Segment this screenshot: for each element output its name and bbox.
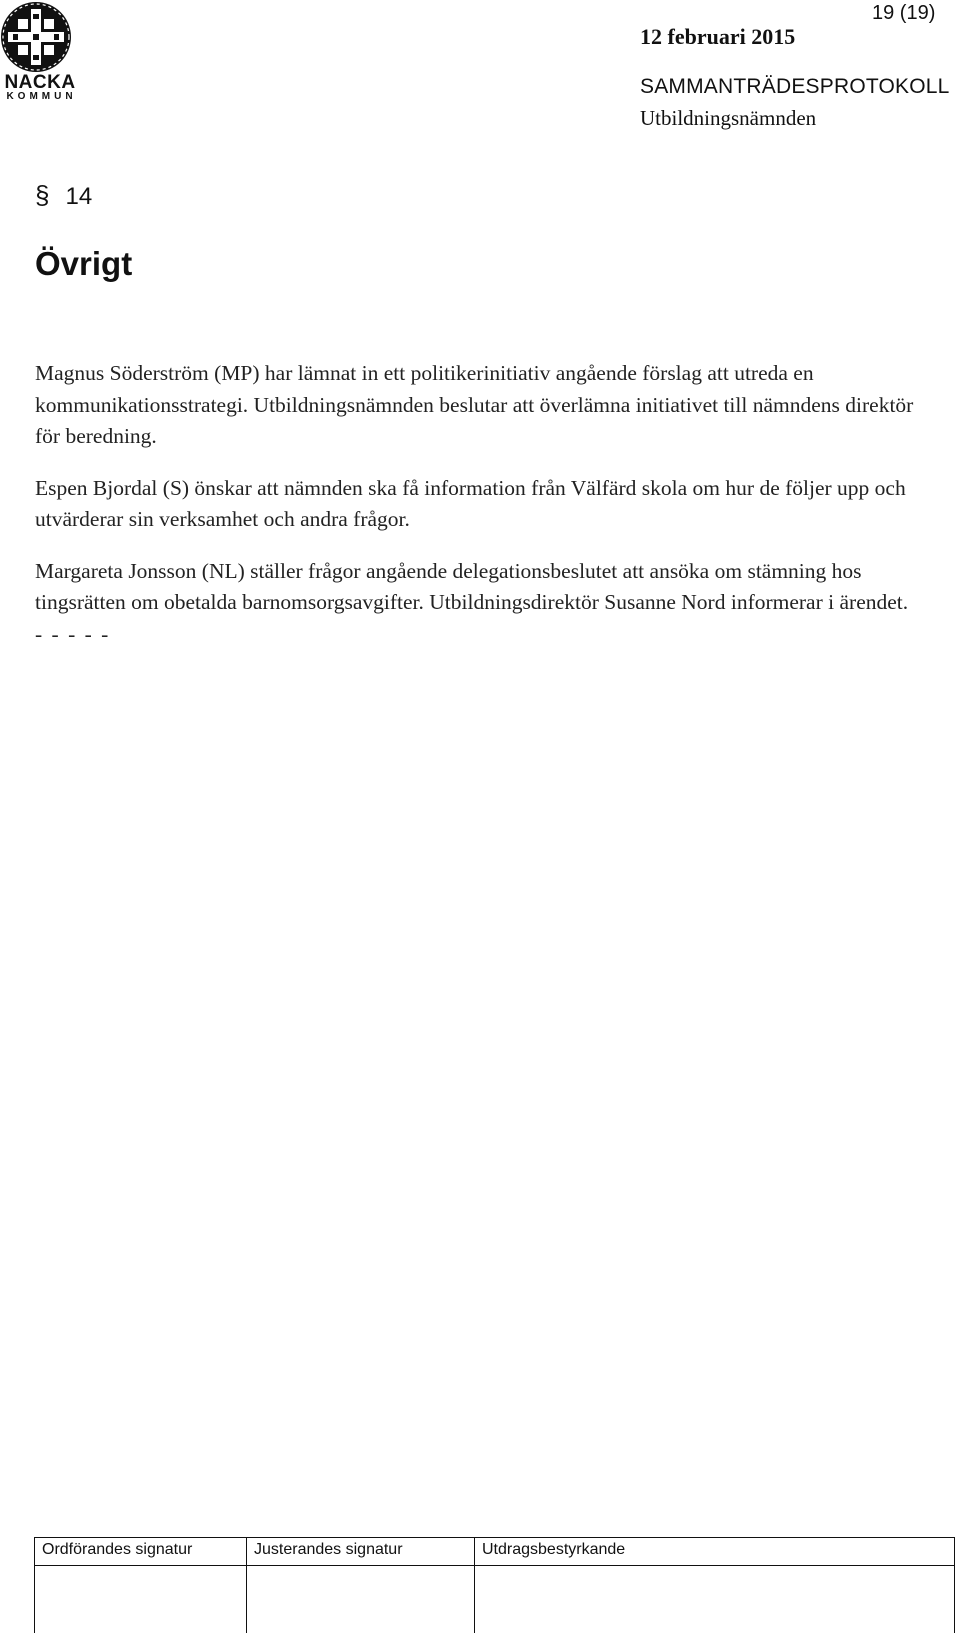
section-number — [35, 180, 92, 211]
paragraph: Margareta Jonsson (NL) ställer frågor angående delegationsbeslutet att ansöka om stämning hos tingsrätten om obetalda barnomsorgsavgifter. Utbildningsdirektör Susanne Nord informerar i ärendet. — [35, 558, 909, 614]
committee-name: Utbildningsnämnden — [640, 106, 817, 130]
adjuster-signature-label: Justerandes signatur — [247, 1538, 475, 1566]
minutes-body — [35, 358, 935, 650]
nacka-kommun-logo — [0, 0, 80, 110]
extract-certification-field — [475, 1566, 955, 1633]
logo-line-2: KOMMUN — [6, 91, 77, 102]
logo-line-1: NACKA — [4, 72, 76, 93]
document-type: SAMMANTRÄDESPROTOKOLL — [640, 75, 950, 98]
section-number-value: 14 — [65, 183, 93, 210]
paragraph: Magnus Söderström (MP) har lämnat in ett politikerinitiativ angående förslag att utreda en kommunikationsstrategi. Utbildningsnämnden beslutar att överlämna initiativet till nämndens direktör för beredning. — [35, 361, 914, 448]
chair-signature-label: Ordförandes signatur — [35, 1538, 247, 1566]
end-mark: - - - - - — [35, 621, 111, 646]
nacka-emblem-icon — [0, 0, 80, 75]
section-title: Övrigt — [35, 245, 133, 282]
extract-certification-label: Utdragsbestyrkande — [475, 1538, 955, 1566]
meeting-date: 12 februari 2015 — [640, 24, 796, 49]
signature-table — [34, 1537, 955, 1633]
page-number: 19 (19) — [872, 2, 936, 24]
chair-signature-field — [35, 1566, 247, 1633]
adjuster-signature-field — [247, 1566, 475, 1633]
paragraph-symbol: § — [35, 180, 50, 210]
paragraph: Espen Bjordal (S) önskar att nämnden ska få information från Välfärd skola om hur de följer upp och utvärderar sin verksamhet och andra frågor. — [35, 475, 906, 531]
